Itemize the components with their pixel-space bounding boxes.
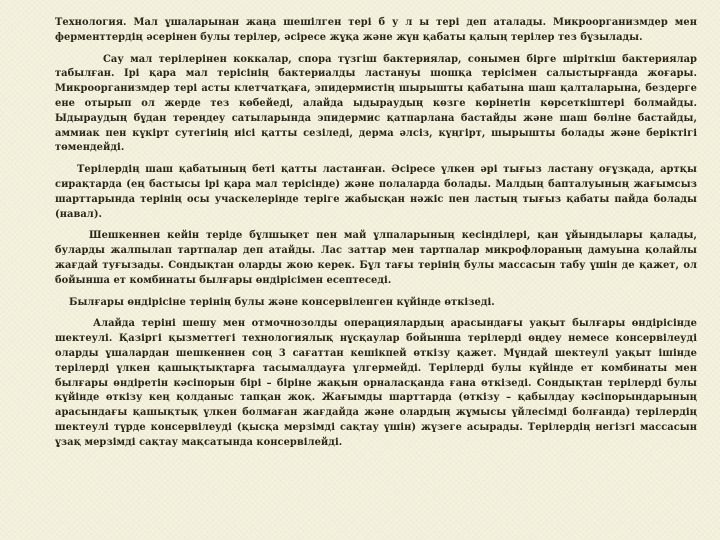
document-page: [55, 16, 697, 528]
paragraph-bacteria: Сау мал терілерінен коккалар, спора түзгіш бактериялар, сонымен бірге шіріткіш бактериялар табылған. Ірі қара мал терісінің бактериалды ластануы шошқа терісімен салыстырғанда жоғары. Микроорганизмдер тері асты клетчатқаға, эпидермистің шырышты қабатына шаш қалталарына, бездерге ене отырып ол жерде тез көбейеді, алайда ыдыраудың көзге көрінетін көрсеткіштері болмайды. Ыдыраудың бұдан тереңдеу сатыларында эпидермис қатпарлана бастайды және шаш бөліне бастайды, аммиак пен күкірт сутегінің иісі қатты сезіледі, дерма әлсіз, күңгірт, шырышты болады және беріктігі төмендейді.: [55, 53, 697, 154]
paragraph-leather-production: Былғары өндірісіне терінің булы және консервіленген күйінде өткізеді.: [69, 296, 495, 308]
paragraph-time-limits: Алайда теріні шешу мен отмочнозолды операциялардың арасындағы уақыт былғары өндірісінде шектеулі. Қазіргі қызметтегі технологиялық нұсқаулар бойынша терілерді өңдеу немесе консервілеуді оларды ұшалардан шешкеннен соң 3 сағаттан кешікпей өткізу қажет. Мұндай шектеулі уақыт ішінде терілерді үлкен қашықтықтарға тасымалдауға үлгермейді. Терілерді булы күйінде ет комбинаты мен былғары өндіретін кәсіпорын бірі – біріне жақын орналасқанда ғана өткізеді. Сондықтан терілерді булы күйінде өткізу кең қолданыс тапқан жоқ. Жағымды шарттарда (өткізу – қабылдау кәсіпорындарының арасындағы қашықтық үлкен болмаған жағдайда және олардың жұмысы үйлесімді болғанда) терілердің шектеулі түрде консервілеуді (қысқа мерзімді сақтау үшін) жүзеге асырады. Терілердің негізгі массасын ұзақ мерзімді сақтау мақсатында консервілейді.: [55, 318, 697, 448]
paragraph-technology-intro: Технология. Мал ұшаларынан жаңа шешілген тері б у л ы тері деп аталады. Микроорганизмдер мен ферменттердің әсерінен булы терілер, әсіресе жұқа және жүн қабаты қалың терілер тез бұзылады.: [55, 17, 697, 43]
paragraph-flaying-residue: Шешкеннен кейін теріде бұлшықет пен май ұлпаларының кесінділері, қан ұйындылары қалады, буларды жалпылап тартпалар деп атайды. Лас заттар мен тартпалар микрофлораның дамуына қолайлы жағдай туғызады. Сондықтан оларды жою керек. Бұл тағы терінің булы массасын табу үшін де қажет, ол бойынша ет комбинаты былғары өндірісімен есептеседі.: [55, 230, 697, 286]
paragraph-hair-contamination: Терілердің шаш қабатының беті қатты ластанған. Әсіресе үлкен әрі тығыз ластану оғұзқада, артқы сирақтарда (ең бастысы ірі қара мал терісінде) және полаларда болады. Малдың бапталуының жағымсыз шарттарында терінің осы учаскелерінде теріге жабысқан нәжіс пен ластың тығыз қабаты пайда болады (навал).: [55, 164, 697, 220]
